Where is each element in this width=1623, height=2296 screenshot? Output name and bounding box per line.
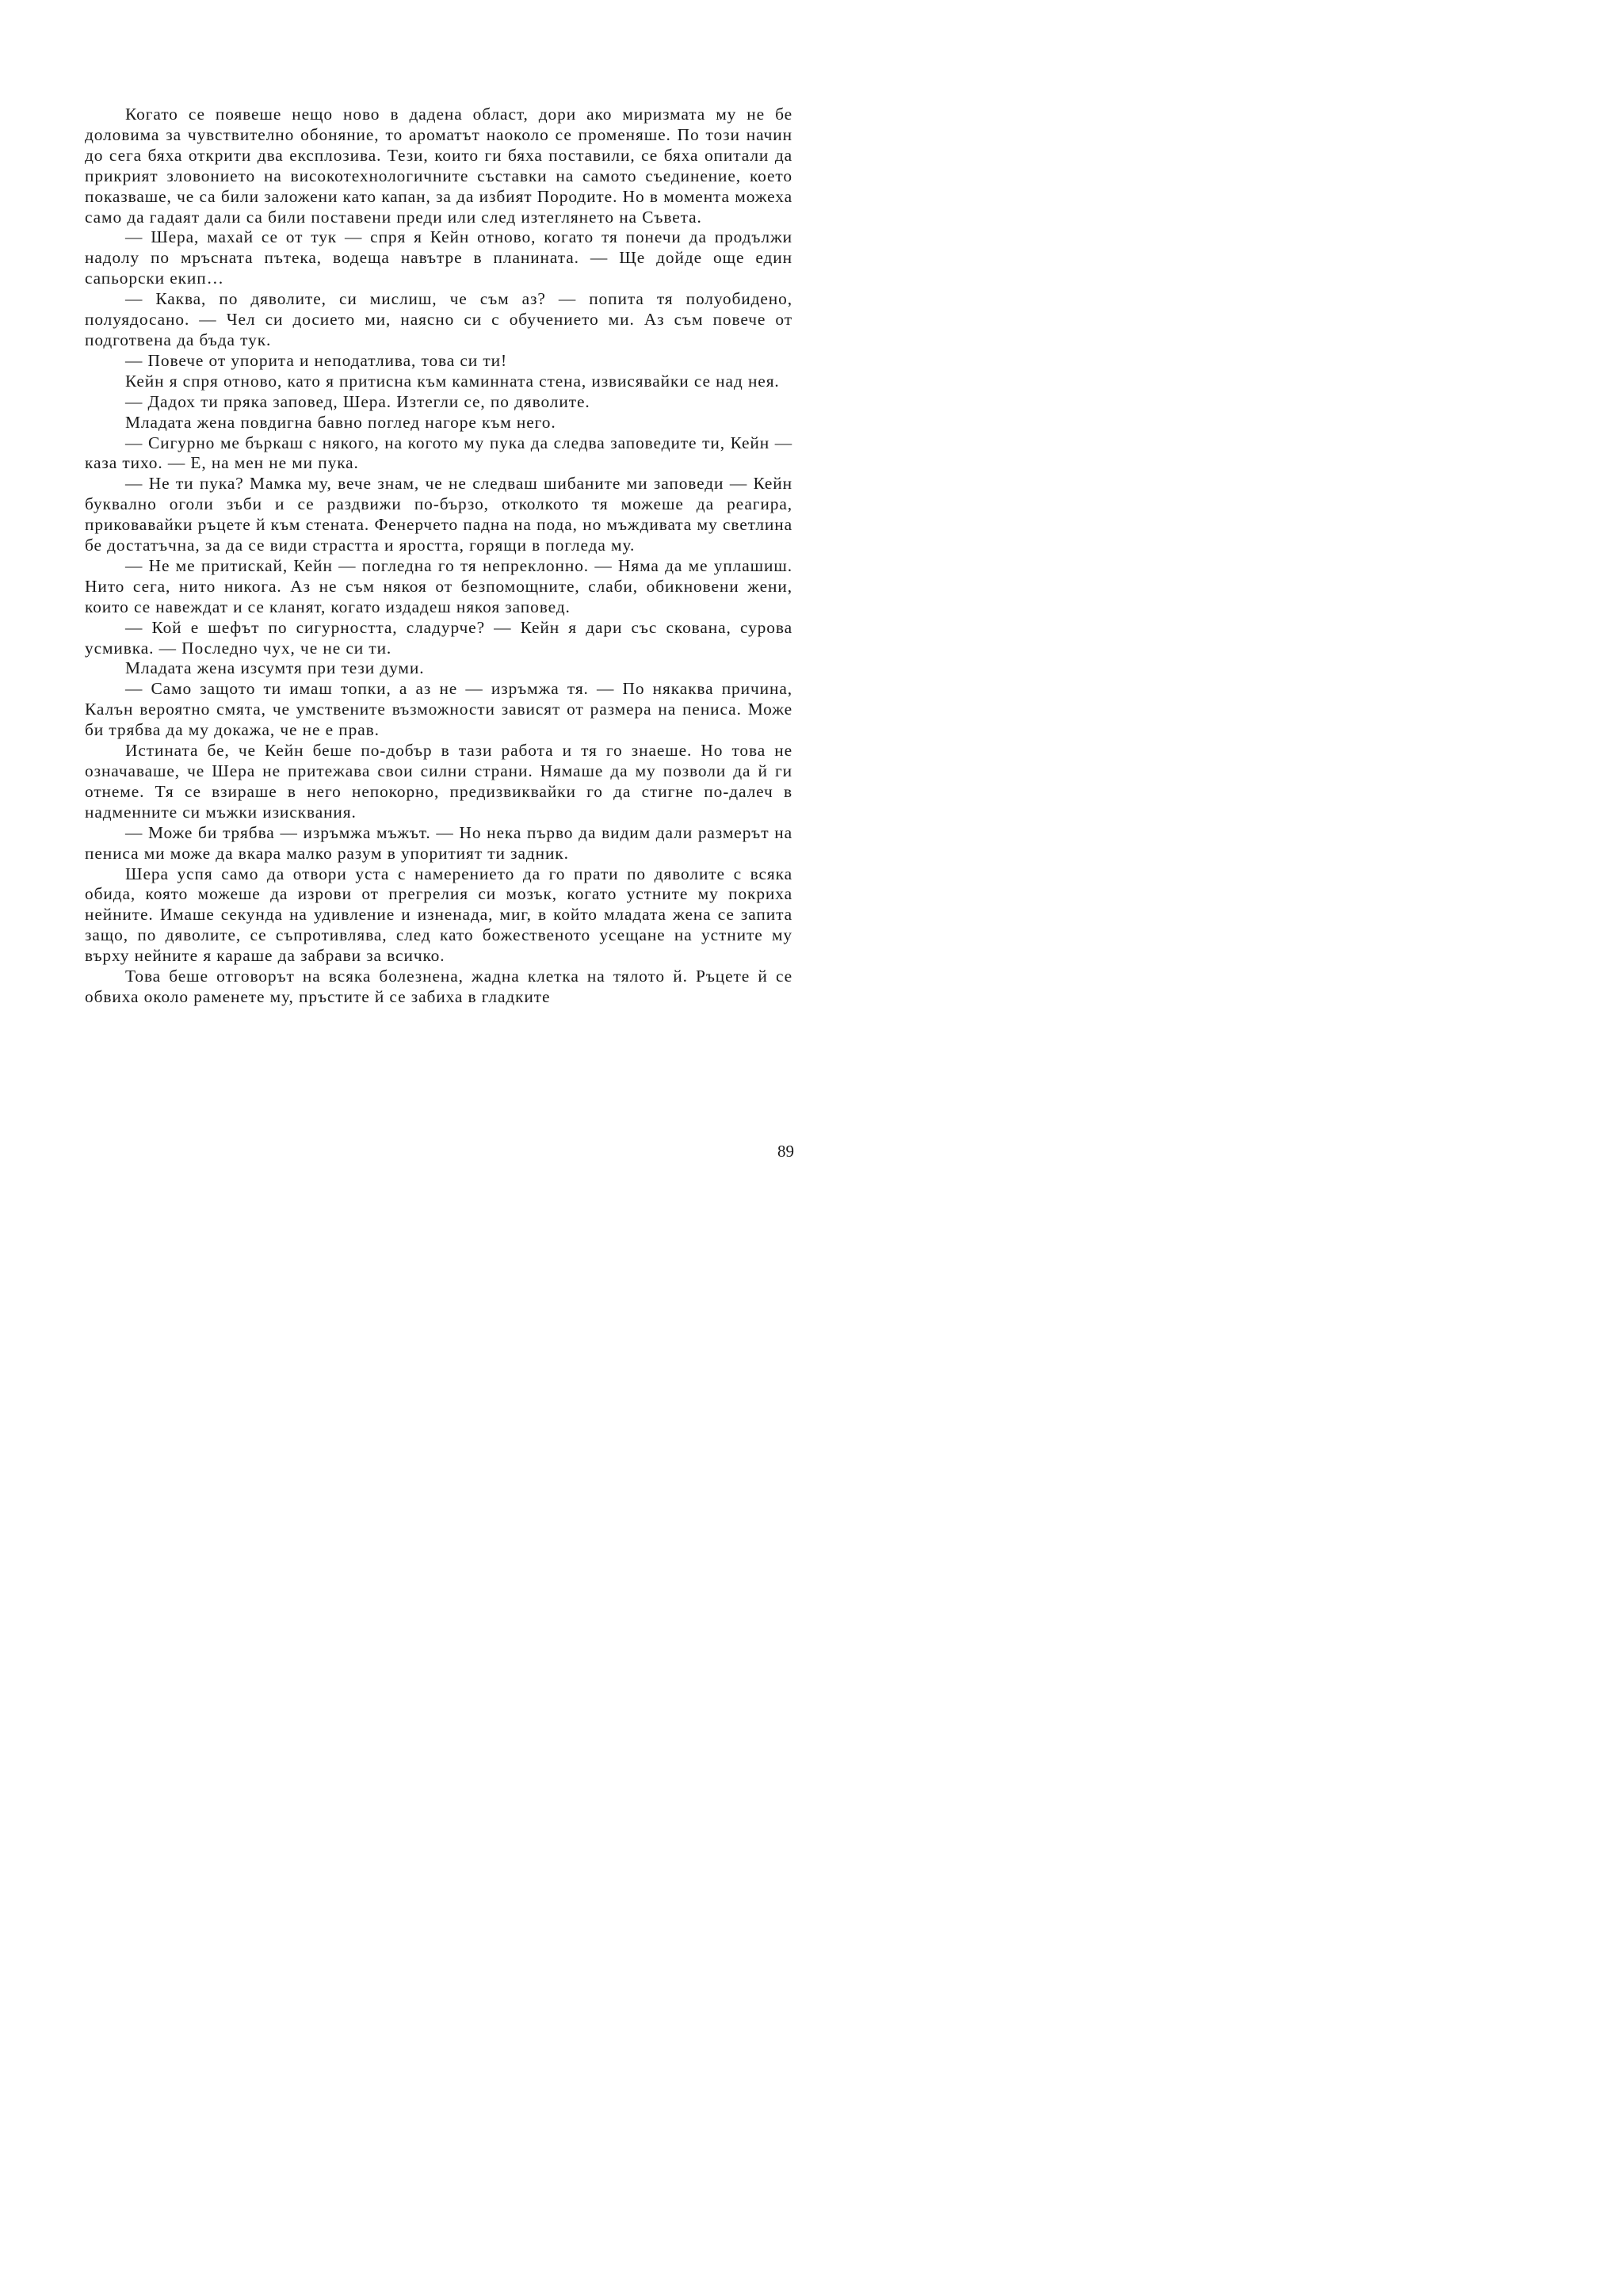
- paragraph: Младата жена изсумтя при тези думи.: [125, 658, 425, 678]
- paragraph: Шера успя само да отвори уста с намерението да го прати по дяволите с всяка обида, която можеше да изрови от прегрелия си мозък, когато устните му покриха нейните. Имаше секунда на удивление и изненада, миг, в който младата жена се запита защо, по дяволите, се съпротивлява, след като божественото усещане на устните му върху нейните я караше да забрави за всичко.: [85, 864, 792, 966]
- paragraph: — Кой е шефът по сигурността, сладурче? — Кейн я дари със скована, сурова усмивка. — Последно чух, че не си ти.: [85, 617, 792, 658]
- paragraph: — Не ме притискай, Кейн — погледна го тя непреклонно. — Няма да ме уплашиш. Нито сега, нито никога. Аз не съм някоя от безпомощните, слаби, обикновени жени, които се навеждат и се кланят, когато издадеш някоя заповед.: [85, 555, 792, 616]
- paragraph: — Може би трябва — изръмжа мъжът. — Но нека първо да видим дали размерът на пениса ми може да вкара малко разум в упоритият ти задник.: [85, 822, 792, 863]
- paragraph: — Дадох ти пряка заповед, Шера. Изтегли се, по дяволите.: [125, 391, 590, 411]
- paragraph: Истината бе, че Кейн беше по-добър в тази работа и тя го знаеше. Но това не означаваше, че Шера не притежава свои силни страни. Нямаше да му позволи да й ги отнеме. Тя се взираше в него непокорно, предизвиквайки го да стигне по-далеч в надменните си мъжки изисквания.: [85, 741, 792, 822]
- paragraph: — Каква, по дяволите, си мислиш, че съм аз? — попита тя полуобидено, полуядосано. — Чел си досието ми, наясно си с обучението ми. Аз съм повече от подготвена да бъда тук.: [85, 289, 792, 349]
- body-text: [85, 105, 792, 1008]
- book-page: [0, 0, 874, 1237]
- paragraph: — Сигурно ме бъркаш с някого, на когото му пука да следва заповедите ти, Кейн — каза тихо. — Е, на мен не ми пука.: [85, 433, 792, 473]
- paragraph: — Повече от упорита и неподатлива, това си ти!: [125, 350, 508, 370]
- paragraph: — Не ти пука? Мамка му, вече знам, че не следваш шибаните ми заповеди — Кейн буквално оголи зъби и се раздвижи по-бързо, отколкото тя можеше да реагира, приковавайки ръцете й към стената. Фенерчето падна на пода, но мъждивата му светлина бе достатъчна, за да се види страстта и яростта, горящи в погледа му.: [85, 474, 792, 555]
- paragraph: Младата жена повдигна бавно поглед нагоре към него.: [125, 412, 556, 432]
- paragraph: Когато се появеше нещо ново в дадена област, дори ако миризмата му не бе доловима за чувствително обоняние, то ароматът наоколо се променяше. По този начин до сега бяха открити два експлозива. Тези, които ги бяха поставили, се бяха опитали да прикрият зловонието на високотехнологичните съставки на самото съединение, което показваше, че са били заложени като капан, за да избият Породите. Но в момента можеха само да гадаят дали са били поставени преди или след изтеглянето на Съвета.: [85, 105, 792, 227]
- paragraph: Това беше отговорът на всяка болезнена, жадна клетка на тялото й. Ръцете й се обвиха около раменете му, пръстите й се забиха в гладките: [85, 967, 792, 1006]
- page-number: 89: [777, 1142, 794, 1161]
- paragraph: — Само защото ти имаш топки, а аз не — изръмжа тя. — По някаква причина, Калън вероятно смята, че умствените възможности зависят от размера на пениса. Може би трябва да му докажа, че не е прав.: [85, 679, 792, 740]
- paragraph: — Шера, махай се от тук — спря я Кейн отново, когато тя понечи да продължи надолу по мръсната пътека, водеща навътре в планината. — Ще дойде още един сапьорски екип…: [85, 227, 792, 288]
- paragraph: Кейн я спря отново, като я притисна към каминната стена, извисявайки се над нея.: [125, 371, 780, 391]
